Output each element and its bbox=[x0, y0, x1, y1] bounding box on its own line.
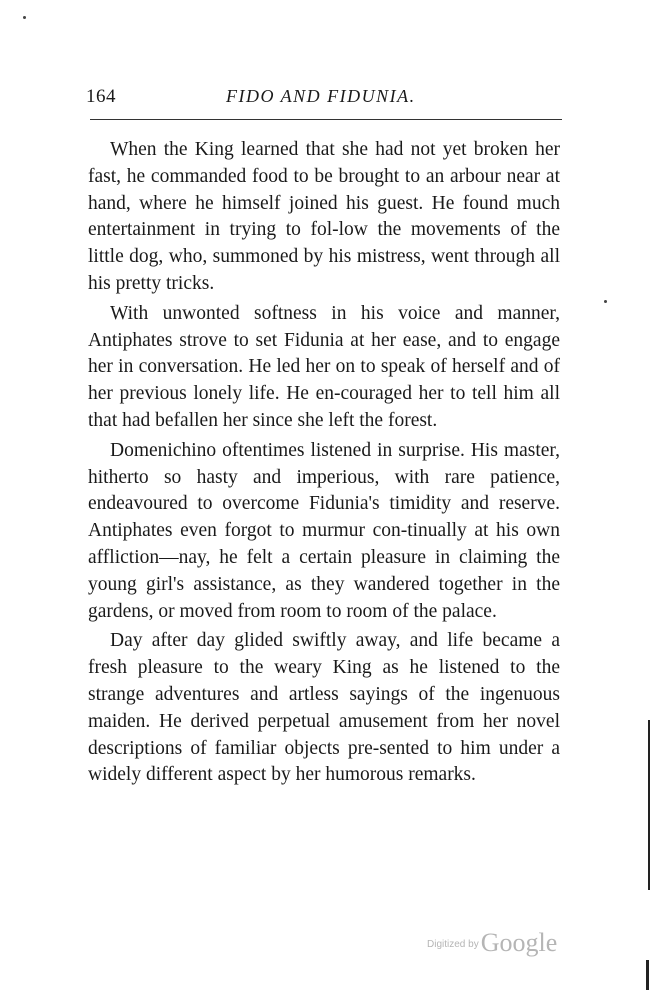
digitized-watermark bbox=[427, 928, 557, 958]
header-rule bbox=[90, 119, 562, 120]
page-edge-mark bbox=[646, 960, 649, 990]
google-logo: Google bbox=[480, 928, 558, 957]
watermark-prefix: Digitized by bbox=[427, 939, 479, 950]
scan-speck bbox=[23, 16, 26, 19]
paragraph-3: Domenichino oftentimes listened in surprise. His master, hitherto so hasty and imperious, with rare patience, endeavoured to overcome Fidunia's timidity and reserve. Antiphates even forgot to murmur con-tinually at his own affliction—nay, he felt a certain pleasure in claiming the young girl's assistance, as they wandered together in the gardens, or moved from room to room of the palace. bbox=[88, 439, 560, 622]
running-title: FIDO AND FIDUNIA. bbox=[226, 86, 416, 106]
page-header bbox=[86, 86, 560, 110]
paragraph-4: Day after day glided swiftly away, and life became a fresh pleasure to the weary King as he listened to the strange adventures and artless sayings of the ingenuous maiden. He derived perpetual amusement from her novel descriptions of familiar objects pre-sented to him under a widely different aspect by her humorous remarks. bbox=[88, 630, 560, 786]
scan-speck bbox=[604, 300, 607, 303]
paragraph-1: When the King learned that she had not yet broken her fast, he commanded food to be brought to an arbour near at hand, where he himself joined his guest. He found much entertainment in trying to fol-low the movements of the little dog, who, summoned by his mistress, went through all his pretty tricks. bbox=[88, 139, 560, 294]
paragraph-2: With unwonted softness in his voice and manner, Antiphates strove to set Fidunia at her ease, and to engage her in conversation. He led her on to speak of herself and of her previous lonely life. He en-couraged her to tell him all that had befallen her since she left the forest. bbox=[88, 302, 560, 431]
body-text bbox=[88, 137, 560, 789]
page-edge-mark bbox=[648, 720, 650, 890]
page-number: 164 bbox=[86, 86, 116, 107]
